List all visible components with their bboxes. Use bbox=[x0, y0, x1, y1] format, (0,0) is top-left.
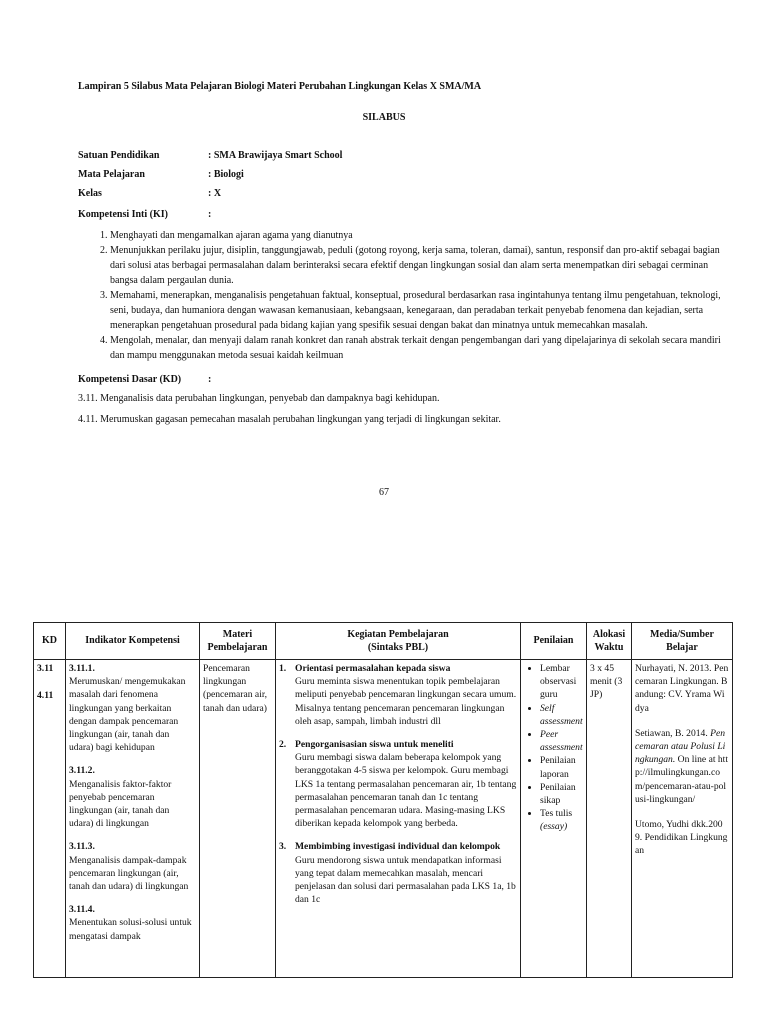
header-materi: Materi Pembelajaran bbox=[200, 623, 276, 660]
indikator-item bbox=[69, 662, 196, 754]
meta-row-ki bbox=[78, 208, 211, 221]
ki-item: 4. Mengolah, menalar, dan menyaji dalam ranah konkret dan ranah abstrak terkait dengan pengembangan dari yang dipelajarinya di sekolah secara mandiri dan mampu menggunakan metoda sesuai kaidah keilmuan bbox=[110, 333, 722, 363]
kegiatan-head: Pengorganisasian siswa untuk meneliti bbox=[295, 739, 454, 751]
cell-kegiatan bbox=[276, 660, 521, 978]
header-kd: KD bbox=[34, 623, 66, 660]
penilaian-item bbox=[540, 807, 583, 833]
meta-label: Kelas bbox=[78, 188, 102, 199]
media-link: On line at http://ilmulingkungan.com/pencemaran-atau-polusi-lingkungan/ bbox=[635, 754, 729, 805]
table-row bbox=[34, 660, 733, 978]
kegiatan-head: Membimbing investigasi individual dan kelompok bbox=[295, 841, 501, 853]
indikator-text: Menganalisis dampak-dampak pencemaran lingkungan (air, tanah dan udara) di lingkungan bbox=[69, 854, 189, 893]
ki-item: 2. Menunjukkan perilaku jujur, disiplin, tanggungjawab, peduli (gotong royong, kerja sama, toleran, damai), santun, responsif dan pro-aktif sebagai bagian dari solusi atas berbagai permasalahan dalam berinteraksi secara efektif dengan lingkungan sosial dan alam serta menempatkan diri sebagai cerminan bangsa dalam pergaulan dunia. bbox=[110, 243, 722, 288]
kegiatan-body: Guru mendorong siswa untuk mendapatkan informasi yang tepat dalam memecahkan masalah, mencari penjelasan dan solusi dari permasalahan pada LKS 1a, 1b dan 1c bbox=[295, 854, 516, 906]
penilaian-item: • Lembar observasi guru bbox=[540, 662, 583, 702]
indikator-code: 3.11.3. bbox=[69, 841, 95, 853]
document-heading: Lampiran 5 Silabus Mata Pelajaran Biologi Materi Perubahan Lingkungan Kelas X SMA/MA bbox=[78, 81, 482, 92]
meta-row-kelas bbox=[78, 187, 221, 200]
header-indikator: Indikator Kompetensi bbox=[66, 623, 200, 660]
indikator-item bbox=[69, 840, 196, 893]
kd-label: Kompetensi Dasar (KD) bbox=[78, 374, 182, 385]
kegiatan-body: Guru membagi siswa dalam beberapa kelompok yang beranggotakan 4-5 siswa per kelompok. Guru membagi LKS 1a tentang permasalahan pencemaran air, 1b tentang permasalahan pencemaran tanah dan 1c tentang permasalahan pencemaran udara. Masing-masing LKS diberikan kepada kelompok yang berbeda. bbox=[295, 752, 517, 830]
meta-row-mapel bbox=[78, 168, 244, 181]
media-title: Pencemaran atau Polusi Lingkungan. bbox=[635, 727, 726, 766]
penilaian-item: • Self assessment bbox=[540, 702, 583, 728]
meta-value: : bbox=[208, 209, 212, 220]
indikator-text: Merumuskan/ mengemukakan masalah dari fenomena lingkungan yang berkaitan dengan dampak pencemaran lingkungan (air, tanah dan udara) bagi kehidupan bbox=[69, 676, 186, 754]
ki-item: 1. Menghayati dan mengamalkan ajaran agama yang dianutnya bbox=[110, 228, 722, 243]
meta-value: : SMA Brawijaya Smart School bbox=[208, 150, 343, 161]
penilaian-text: Tes tulis bbox=[540, 808, 573, 820]
kegiatan-body: Guru meminta siswa menentukan topik pembelajaran meliputi penyebab pencemaran lingkungan secara umum. Misalnya tentang pencemaran pencemaran lingkungan oleh asap, sampah, limbah industri dll bbox=[295, 676, 517, 727]
syllabus-title: SILABUS bbox=[362, 112, 406, 123]
kegiatan-num: 2. bbox=[279, 739, 287, 751]
penilaian-list bbox=[524, 662, 583, 834]
cell-indikator bbox=[66, 660, 200, 978]
meta-value: : Biologi bbox=[208, 169, 244, 180]
kd-item: 3.11. Menganalisis data perubahan lingkungan, penyebab dan dampaknya bagi kehidupan. bbox=[78, 393, 440, 404]
indikator-item bbox=[69, 903, 196, 943]
cell-materi: Pencemaran lingkungan (pencemaran air, tanah dan udara) bbox=[200, 660, 276, 978]
kegiatan-step bbox=[279, 662, 517, 728]
cell-media bbox=[632, 660, 733, 978]
header-media: Media/Sumber Belajar bbox=[632, 623, 733, 660]
header-kegiatan-line1: Kegiatan Pembelajaran bbox=[347, 628, 449, 640]
ki-list bbox=[78, 228, 722, 363]
penilaian-item: • Peer assessment bbox=[540, 728, 583, 754]
kd-item: 4.11. Merumuskan gagasan pemecahan masalah perubahan lingkungan yang terjadi di lingkungan sekitar. bbox=[78, 414, 501, 425]
cell-alokasi: 3 x 45 menit (3 JP) bbox=[587, 660, 632, 978]
header-penilaian: Penilaian bbox=[521, 623, 587, 660]
kegiatan-num: 1. bbox=[279, 663, 287, 674]
kd-code: 3.11 bbox=[37, 663, 54, 674]
meta-row-satuan bbox=[78, 149, 342, 162]
media-text: Nurhayati, N. 2013. Pencemaran Lingkungan. Bandung: CV. Yrama Widya bbox=[635, 663, 729, 714]
media-text: Setiawan, B. 2014. bbox=[635, 727, 708, 739]
kd-heading bbox=[78, 373, 211, 386]
indikator-text: Menentukan solusi-solusi untuk mengatasi dampak bbox=[69, 917, 192, 942]
syllabus-table bbox=[33, 622, 733, 978]
header-alokasi: Alokasi Waktu bbox=[587, 623, 632, 660]
header-kegiatan bbox=[276, 623, 521, 660]
kegiatan-num: 3. bbox=[279, 841, 287, 853]
media-item bbox=[635, 818, 729, 858]
penilaian-item: • Penilaian laporan bbox=[540, 754, 583, 780]
penilaian-item: • Penilaian sikap bbox=[540, 781, 583, 807]
indikator-code: 3.11.2. bbox=[69, 765, 95, 777]
media-text: Utomo, Yudhi dkk.2009. Pendidikan Lingkungan bbox=[635, 819, 728, 857]
header-kegiatan-line2: (Sintaks PBL) bbox=[367, 642, 429, 653]
ki-item: 3. Memahami, menerapkan, menganalisis pengetahuan faktual, konseptual, prosedural berdasarkan rasa ingintahunya tentang ilmu pengetahuan, teknologi, seni, budaya, dan humaniora dengan wawasan kemanusiaan, kebangsaan, kenegaraan, dan peradaban terkait penyebab fenomena dan kejadian, serta menerapkan pengetahuan prosedural pada bidang kajian yang spesifik sesuai dengan bakat dan minatnya untuk memecahkan masalah. bbox=[110, 288, 722, 333]
indikator-code: 3.11.4. bbox=[69, 904, 95, 916]
indikator-text: Menganalisis faktor-faktor penyebab pencemaran lingkungan (air, tanah dan udara) di lingkungan bbox=[69, 778, 172, 830]
table-header-row bbox=[34, 623, 733, 660]
cell-kd bbox=[34, 660, 66, 978]
kd-code: 4.11 bbox=[37, 690, 54, 702]
meta-label: Satuan Pendidikan bbox=[78, 150, 160, 161]
kegiatan-step bbox=[279, 840, 517, 906]
kd-colon: : bbox=[208, 374, 212, 385]
meta-value: : X bbox=[208, 188, 222, 199]
indikator-item bbox=[69, 764, 196, 830]
meta-label: Kompetensi Inti (KI) bbox=[78, 209, 168, 220]
kegiatan-step bbox=[279, 738, 517, 830]
kegiatan-head: Orientasi permasalahan kepada siswa bbox=[295, 663, 451, 674]
page-number: 67 bbox=[379, 487, 389, 498]
media-item bbox=[635, 662, 729, 715]
meta-label: Mata Pelajaran bbox=[78, 169, 145, 180]
penilaian-suffix: (essay) bbox=[540, 821, 568, 833]
indikator-code: 3.11.1. bbox=[69, 663, 95, 674]
media-item bbox=[635, 727, 729, 806]
cell-penilaian bbox=[521, 660, 587, 978]
